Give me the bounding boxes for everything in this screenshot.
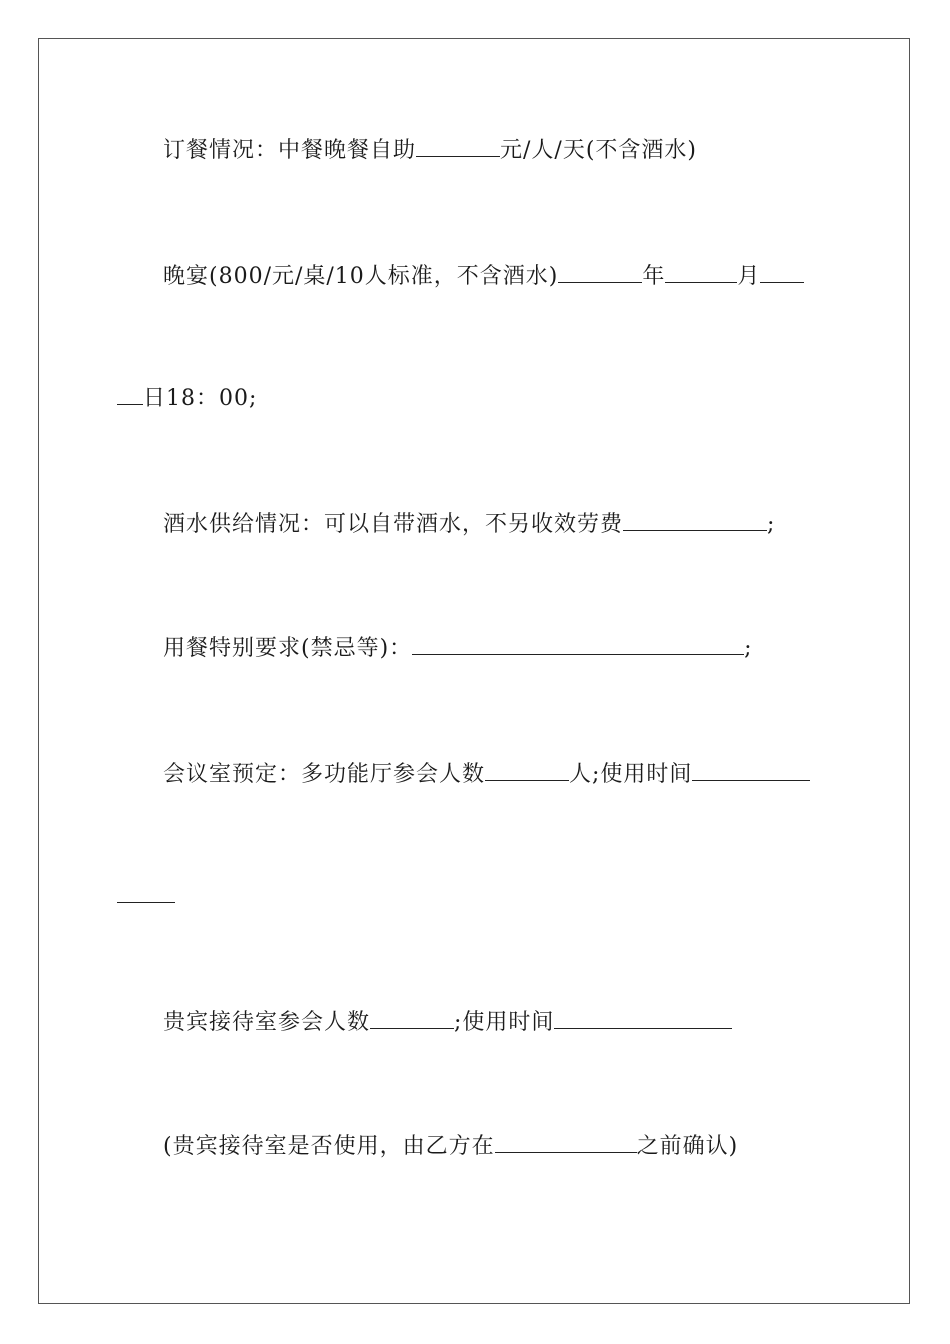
- drinks-fee-blank[interactable]: [623, 510, 767, 531]
- meeting-time-label: 人;使用时间: [569, 762, 693, 787]
- drinks-end: ;: [767, 512, 776, 537]
- page-border: [38, 38, 910, 1304]
- vip-confirm-label: (贵宾接待室是否使用，由乙方在: [163, 1134, 495, 1159]
- banquet-day-blank[interactable]: [760, 262, 804, 283]
- vip-room-label: 贵宾接待室参会人数: [163, 1010, 371, 1035]
- drinks-label: 酒水供给情况：可以自带酒水，不另收效劳费: [163, 512, 624, 537]
- vip-time-blank[interactable]: [554, 1008, 732, 1029]
- banquet-continuation-line: [117, 384, 257, 414]
- vip-confirm-date-blank[interactable]: [495, 1132, 637, 1153]
- drinks-line: [163, 510, 775, 540]
- meeting-room-label: 会议室预定：多功能厅参会人数: [163, 762, 486, 787]
- banquet-month-label: 月: [737, 264, 761, 289]
- banquet-day-time: 日18：00;: [143, 386, 258, 411]
- special-request-line: [163, 634, 753, 664]
- dining-unit: 元/人/天(不含酒水): [500, 138, 698, 163]
- meeting-attendees-blank[interactable]: [485, 760, 569, 781]
- vip-confirm-end: 之前确认): [636, 1134, 739, 1159]
- meeting-time-blank-cont[interactable]: [117, 882, 175, 903]
- dining-price-blank[interactable]: [416, 136, 500, 157]
- banquet-label: 晚宴(800/元/桌/10人标准，不含酒水): [163, 264, 559, 289]
- meeting-time-blank[interactable]: [692, 760, 810, 781]
- vip-attendees-blank[interactable]: [370, 1008, 454, 1029]
- banquet-month-blank[interactable]: [665, 262, 737, 283]
- special-request-blank[interactable]: [412, 634, 744, 655]
- vip-room-line: [163, 1008, 732, 1038]
- vip-time-label: ;使用时间: [454, 1010, 555, 1035]
- meeting-time-continuation-line: [117, 882, 175, 912]
- special-request-end: ;: [744, 636, 753, 661]
- special-request-label: 用餐特别要求(禁忌等)：: [163, 636, 413, 661]
- vip-confirm-line: [163, 1132, 738, 1162]
- banquet-line: [163, 262, 804, 292]
- dining-line: [163, 136, 697, 166]
- banquet-year-label: 年: [642, 264, 666, 289]
- dining-label: 订餐情况：中餐晚餐自助: [163, 138, 417, 163]
- banquet-day-blank-cont[interactable]: [117, 384, 143, 405]
- banquet-year-blank[interactable]: [558, 262, 642, 283]
- meeting-room-line: [163, 760, 810, 790]
